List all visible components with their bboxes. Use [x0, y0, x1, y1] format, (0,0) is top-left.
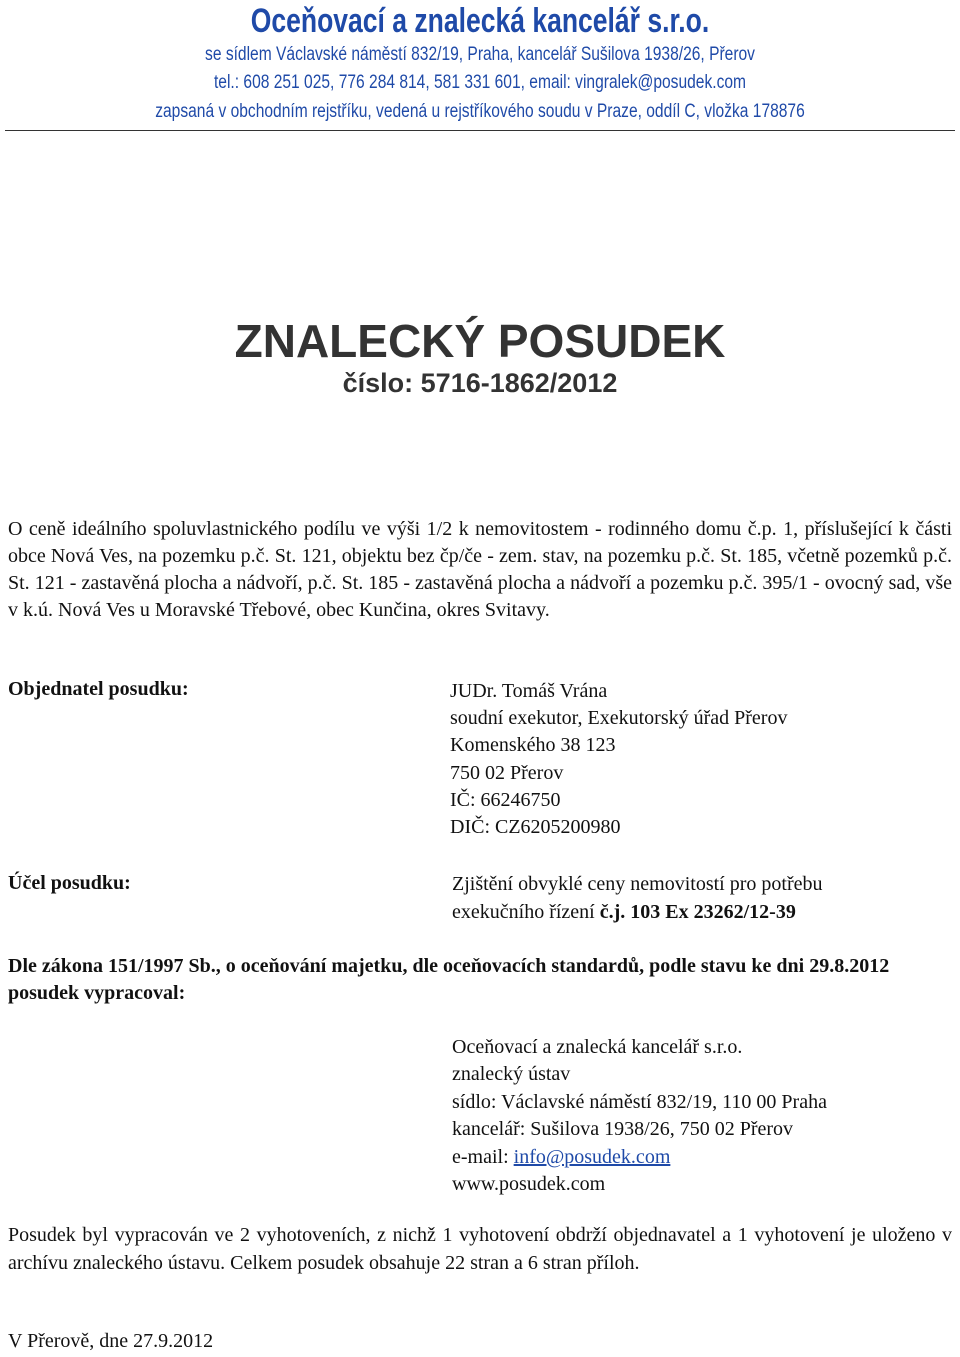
client-ic: IČ: 66246750 — [450, 788, 561, 811]
client-details — [450, 678, 787, 841]
office-details — [452, 1034, 827, 1198]
office-type: znalecký ústav — [452, 1063, 571, 1086]
document-number: číslo: 5716-1862/2012 — [342, 368, 618, 398]
law-statement: Dle zákona 151/1997 Sb., o oceňování majetku, dle oceňovacích standardů, podle stavu ke dni 29.8.2012 posudek vypracoval: — [8, 955, 890, 1004]
purpose-line-2 — [452, 898, 823, 926]
company-name: Oceňovací a znalecká kancelář s.r.o. — [250, 2, 710, 40]
case-reference: č.j. 103 Ex 23262/12-39 — [599, 901, 796, 923]
office-email-link[interactable]: info@posudek.com — [513, 1145, 671, 1168]
office-web: www.posudek.com — [452, 1173, 606, 1196]
company-address: se sídlem Václavské náměstí 832/19, Praha, kancelář Sušilova 1938/26, Přerov — [205, 44, 755, 65]
office-email-label: e-mail: — [452, 1145, 514, 1168]
office-seat: sídlo: Václavské náměstí 832/19, 110 00 Praha — [452, 1090, 827, 1113]
company-registry: zapsaná v obchodním rejstříku, vedená u rejstříkového soudu v Praze, oddíl C, vložka 178876 — [155, 101, 805, 122]
office-email-line — [452, 1144, 827, 1171]
client-city: 750 02 Přerov — [450, 761, 564, 784]
client-name: JUDr. Tomáš Vrána — [450, 680, 608, 702]
company-contact: tel.: 608 251 025, 776 284 814, 581 331 601, email: vingralek@posudek.com — [213, 72, 747, 93]
header-divider — [5, 130, 955, 131]
purpose-details — [452, 870, 823, 926]
client-street: Komenského 38 123 — [450, 734, 616, 757]
subject-paragraph: O ceně ideálního spoluvlastnického podílu ve výši 1/2 k nemovitostem - rodinného domu č.p. 1, příslušející k části obce Nová Ves, na pozemku p.č. St. 121, objektu bez čp/če - zem. stav, na pozemku p.č. St. 185, včetně pozemků p.č. St. 121 - zastavěná plocha a nádvoří, p.č. St. 185 - zastavěná plocha a nádvoří a pozemku p.č. 395/1 - ovocný sad, vše v k.ú. Nová Ves u Moravské Třebové, obec Kunčina, okres Svitavy. — [8, 518, 952, 621]
client-dic: DIČ: CZ6205200980 — [450, 816, 621, 839]
purpose-label: Účel posudku: — [8, 872, 131, 894]
document-title: ZNALECKÝ POSUDEK — [234, 315, 726, 367]
office-name: Oceňovací a znalecká kancelář s.r.o. — [452, 1036, 743, 1058]
copies-note: Posudek byl vypracován ve 2 vyhotoveních, z nichž 1 vyhotovení obdrží objednavatel a 1 vyhotovení je uloženo v archívu znaleckého ústavu. Celkem posudek obsahuje 22 stran a 6 stran příloh. — [8, 1224, 952, 1274]
purpose-line-2-prefix: exekučního řízení — [452, 901, 600, 923]
client-label: Objednatel posudku: — [8, 678, 189, 700]
place-date: V Přerově, dne 27.9.2012 — [8, 1330, 214, 1352]
client-role: soudní exekutor, Exekutorský úřad Přerov — [450, 707, 788, 730]
purpose-line-1: Zjištění obvyklé ceny nemovitostí pro potřebu — [452, 873, 823, 895]
office-branch: kancelář: Sušilova 1938/26, 750 02 Přerov — [452, 1118, 794, 1141]
